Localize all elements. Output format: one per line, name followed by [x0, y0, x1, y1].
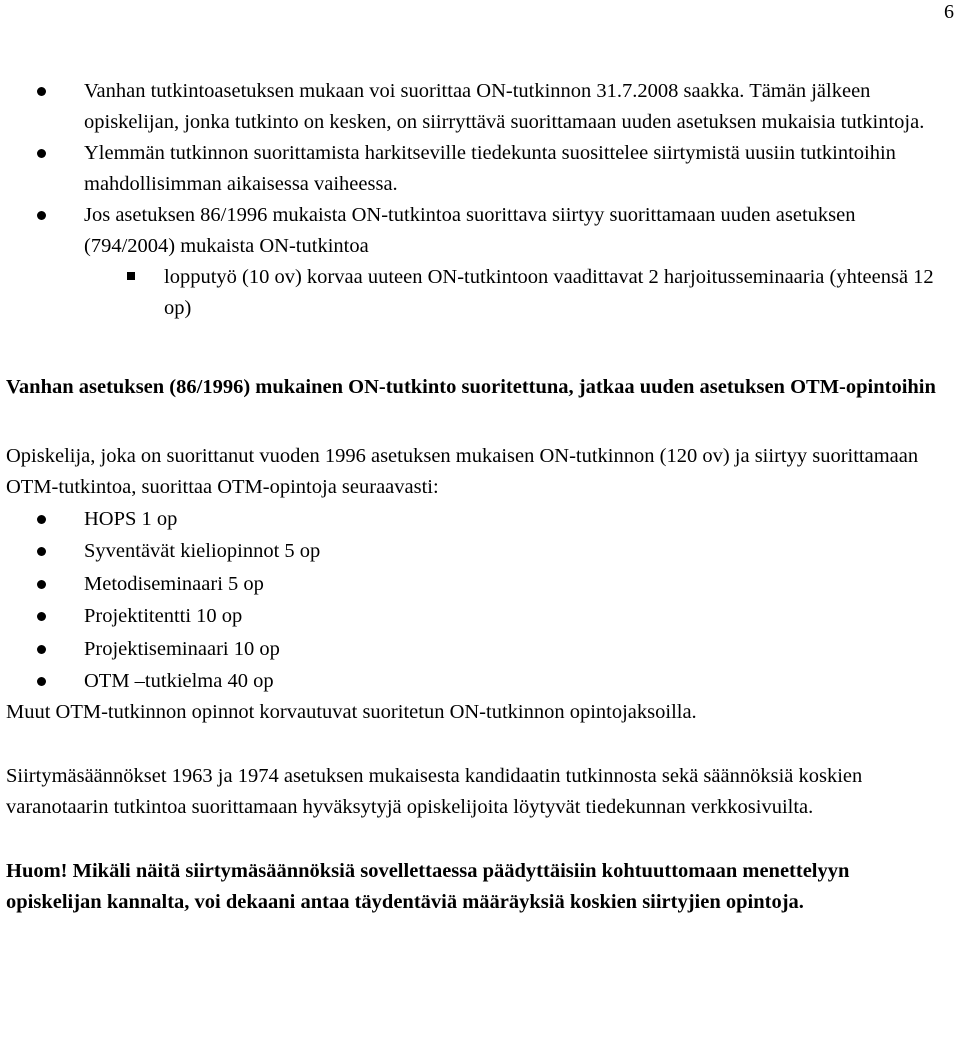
bullet-dot-icon: [37, 211, 46, 220]
course-item: [6, 535, 946, 567]
course-item-text: Projektitentti 10 op: [84, 605, 243, 628]
list-item: [6, 200, 946, 324]
paragraph-transition-rules: Siirtymäsäännökset 1963 ja 1974 asetuksen mukaisesta kandidaatin tutkinnosta sekä säännöksiä koskien varanotaarin tutkintoa suorittamaan hyväksytyjä opiskelijoita löytyvät tiedekunnan verkkosivuilta.: [6, 765, 863, 819]
course-item-text: OTM –tutkielma 40 op: [84, 670, 274, 693]
bullet-dot-icon: [37, 87, 46, 96]
course-item-text: Syventävät kieliopinnot 5 op: [84, 540, 321, 563]
course-item: [6, 600, 946, 632]
paragraph-other-studies: Muut OTM-tutkinnon opinnot korvautuvat suoritetun ON-tutkinnon opintojaksoilla.: [6, 701, 697, 724]
bullet-dot-icon: [37, 149, 46, 158]
course-item-text: Projektiseminaari 10 op: [84, 637, 280, 660]
course-item: [6, 633, 946, 665]
document-body: [6, 76, 946, 918]
sub-list-item: [6, 262, 946, 324]
list-item-text: Jos asetuksen 86/1996 mukaista ON-tutkintoa suorittava siirtyy suorittamaan uuden asetuksen (794/2004) mukaista ON-tutkintoa: [84, 204, 856, 257]
course-item: [6, 568, 946, 600]
course-list: [6, 503, 946, 697]
bullet-dot-icon: [37, 645, 46, 654]
sub-bullet-list: [84, 262, 946, 324]
course-item-text: Metodiseminaari 5 op: [84, 572, 264, 595]
square-bullet-icon: [127, 272, 135, 280]
list-item: [6, 138, 946, 200]
sub-list-item-text: lopputyö (10 ov) korvaa uuteen ON-tutkintoon vaadittavat 2 harjoitusseminaaria (yhteensä 12 op): [164, 266, 934, 319]
bullet-dot-icon: [37, 580, 46, 589]
bullet-dot-icon: [37, 612, 46, 621]
bullet-dot-icon: [37, 677, 46, 686]
intro-bullet-list: [6, 76, 946, 324]
list-item: [6, 76, 946, 138]
bullet-dot-icon: [37, 547, 46, 556]
paragraph-intro: Opiskelija, joka on suorittanut vuoden 1996 asetuksen mukaisen ON-tutkinnon (120 ov) ja siirtyy suorittamaan OTM-tutkintoa, suorittaa OTM-opintoja seuraavasti:: [6, 445, 919, 498]
course-item-text: HOPS 1 op: [84, 508, 178, 530]
list-item-text: Ylemmän tutkinnon suorittamista harkitseville tiedekunta suosittelee siirtymistä uusiin tutkintoihin mahdollisimman aikaisessa vaiheessa.: [84, 142, 896, 195]
page-number: 6: [944, 1, 954, 23]
course-item: [6, 665, 946, 697]
section-heading: Vanhan asetuksen (86/1996) mukainen ON-tutkinto suoritettuna, jatkaa uuden asetuksen OTM-opintoihin: [6, 376, 936, 398]
bullet-dot-icon: [37, 515, 46, 524]
note-paragraph: Huom! Mikäli näitä siirtymäsäännöksiä sovellettaessa päädyttäisiin kohtuuttomaan menettelyyn opiskelijan kannalta, voi dekaani antaa täydentäviä määräyksiä koskien siirtyjien opintoja.: [6, 860, 850, 914]
course-item: [6, 503, 946, 535]
list-item-text: Vanhan tutkintoasetuksen mukaan voi suorittaa ON-tutkinnon 31.7.2008 saakka. Tämän jälkeen opiskelijan, jonka tutkinto on kesken, on siirryttävä suorittamaan uuden asetuksen mukaisia tutkintoja.: [84, 80, 925, 133]
